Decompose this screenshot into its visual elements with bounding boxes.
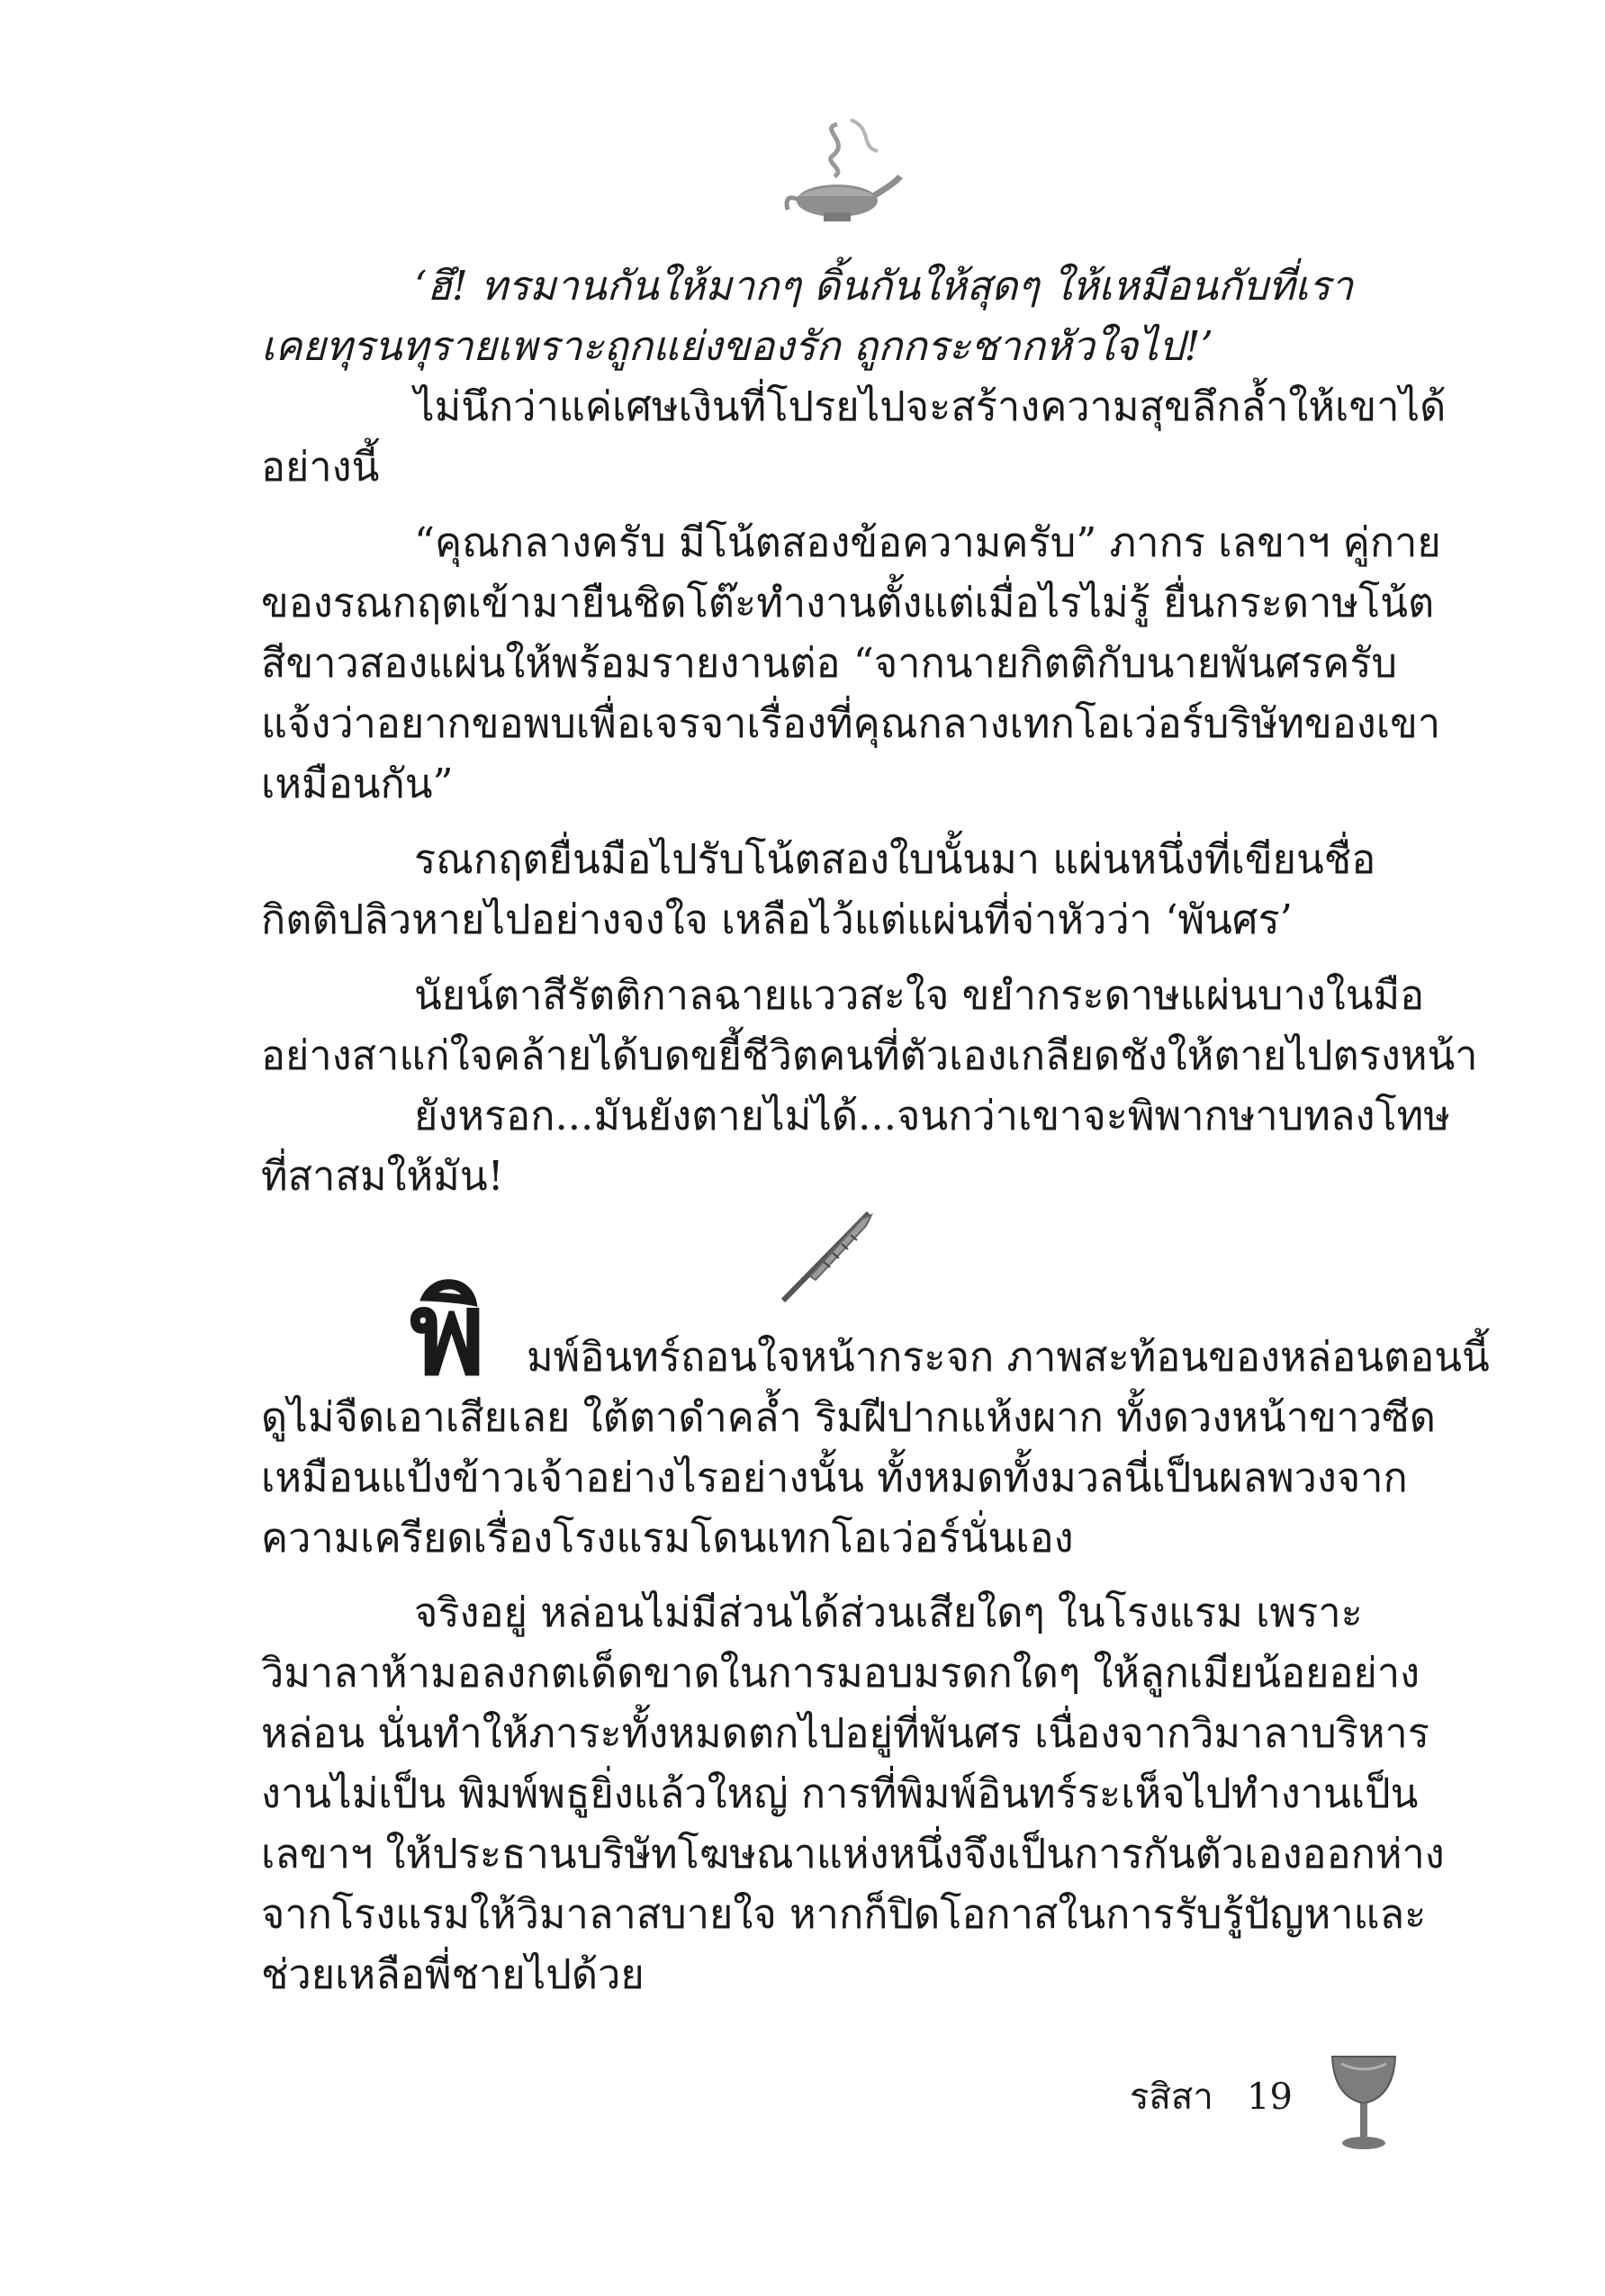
text-line: ‘ฮึ! ทรมานกันให้มากๆ ดิ้นกันให้สุดๆ ให้เหมือนกับที่เรา [414,262,1354,310]
text-line: นัยน์ตาสีรัตติกาลฉายแววสะใจ ขยำกระดาษแผ่นบางในมือ [414,971,1425,1019]
drop-cap: พิ [410,1266,486,1401]
text-line: “คุณกลางครับ มีโน้ตสองข้อความครับ” ภากร เลขาฯ คู่กาย [414,518,1441,566]
text-line: ไม่นึกว่าแค่เศษเงินที่โปรยไปจะสร้างความสุขลึกล้ำให้เขาได้ [414,383,1447,430]
text-line: เคยทุรนทุรายเพราะถูกแย่งของรัก ถูกกระชากหัวใจไป!’ [261,322,1213,370]
text-line: รณกฤตยื่นมือไปรับโน้ตสองใบนั้นมา แผ่นหนึ่งที่เขียนชื่อ [414,835,1376,883]
text-line: ที่สาสมให้มัน! [261,1152,504,1200]
text-line: จากโรงแรมให้วิมาลาสบายใจ หากก็ปิดโอกาสในการรับรู้ปัญหาและ [261,1890,1427,1938]
text-line: ดูไม่จืดเอาเสียเลย ใต้ตาดำคล้ำ ริมฝีปากแห้งผาก ทั้งดวงหน้าขาวซีด [261,1393,1437,1441]
text-line: ของรณกฤตเข้ามายืนชิดโต๊ะทำงานตั้งแต่เมื่อไรไม่รู้ ยื่นกระดาษโน้ต [261,579,1435,626]
text-line: เลขาฯ ให้ประธานบริษัทโฆษณาแห่งหนึ่งจึงเป็นการกันตัวเองออกห่าง [261,1830,1445,1877]
text-line: กิตติปลิวหายไปอย่างจงใจ เหลือไว้แต่แผ่นที่จ่าหัวว่า ‘พันศร’ [261,896,1293,943]
text-line: ความเครียดเรื่องโรงแรมโดนเทกโอเว่อร์นั่นเอง [261,1514,1074,1562]
page-number: 19 [1247,2076,1293,2118]
text-line: สีขาวสองแผ่นให้พร้อมรายงานต่อ “จากนายกิตติกับนายพันศรครับ [261,639,1398,687]
text-line: ช่วยเหลือพี่ชายไปด้วย [261,1950,645,1998]
text-line: หล่อน นั่นทำให้ภาระทั้งหมดตกไปอยู่ที่พันศร เนื่องจากวิมาลาบริหาร [261,1709,1429,1757]
text-line: วิมาลาห้ามอลงกตเด็ดขาดในการมอบมรดกใดๆ ให้ลูกเมียน้อยอย่าง [261,1649,1420,1697]
running-footer-title: รสิสา [1130,2076,1213,2118]
text-line: อย่างนี้ [261,443,380,491]
goblet-icon [1323,2048,1404,2156]
text-line: อย่างสาแก่ใจคล้ายได้บดขยี้ชีวิตคนที่ตัวเองเกลียดชังให้ตายไปตรงหน้า [261,1031,1478,1079]
text-line: แจ้งว่าอยากขอพบเพื่อเจรจาเรื่องที่คุณกลางเทกโอเว่อร์บริษัทของเขา [261,699,1441,747]
text-line: เหมือนแป้งข้าวเจ้าอย่างไรอย่างนั้น ทั้งหมดทั้งมวลนี่เป็นผลพวงจาก [261,1454,1408,1501]
text-line: เหมือนกัน” [261,760,454,807]
text-line: งานไม่เป็น พิมพ์พธูยิ่งแล้วใหญ่ การที่พิมพ์อินทร์ระเห็จไปทำงานเป็น [261,1769,1419,1817]
text-line: มพ์อินทร์ถอนใจหน้ากระจก ภาพสะท้อนของหล่อนตอนนี้ [527,1333,1490,1381]
text-line: จริงอยู่ หล่อนไม่มีส่วนได้ส่วนเสียใดๆ ในโรงแรม เพราะ [414,1589,1363,1636]
quill-icon [774,1206,882,1305]
oil-lamp-icon [770,106,905,241]
text-line: ยังหรอก...มันยังตายไม่ได้...จนกว่าเขาจะพิพากษาบทลงโทษ [414,1092,1450,1139]
